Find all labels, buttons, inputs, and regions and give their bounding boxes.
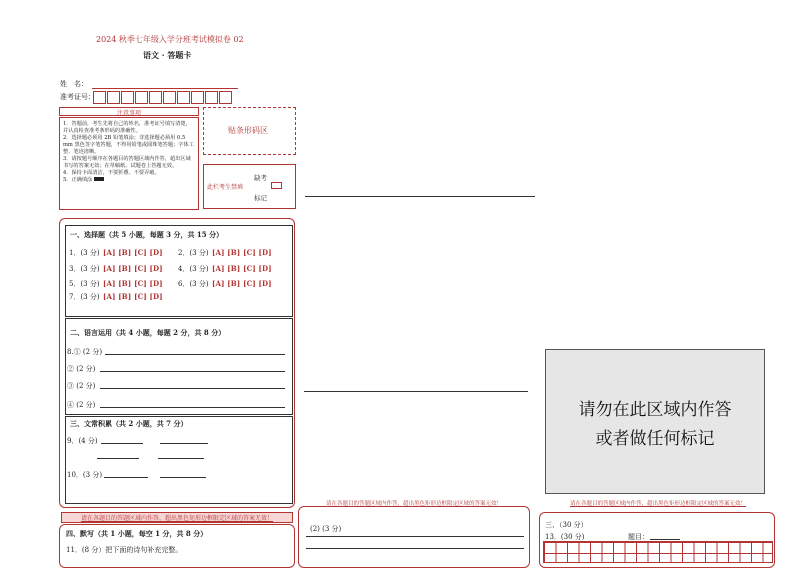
- note-2: 2．选择题必须用 2B 铅笔填涂；非选择题必须用 0.5 mm 黑色签字笔答题，不得用铅笔或圆珠笔答题；字体工整、笔迹清晰。: [63, 135, 194, 155]
- name-label: 姓 名：: [60, 80, 88, 88]
- q10-label: 10．(3 分): [67, 471, 103, 479]
- absent-note: 此栏考生禁填: [207, 184, 244, 191]
- q6-options[interactable]: [A] [B] [C] [D]: [212, 279, 272, 288]
- no-write-text-2: 或者做任何标记: [595, 429, 715, 449]
- id-cells[interactable]: [93, 89, 233, 108]
- notice-banner-right: 请在各题目的答题区域内作答，超出黑色矩形边框限定区域的答案无效！: [569, 501, 746, 507]
- q2-options[interactable]: [A] [B] [C] [D]: [212, 248, 272, 257]
- section4-title: 四、默写（共 1 小题，每空 1 分，共 8 分）: [66, 529, 208, 538]
- essay-title-line[interactable]: [650, 539, 680, 540]
- barcode-label: 贴条形码区: [228, 126, 268, 135]
- id-label: 准考证号：: [60, 93, 95, 101]
- absent-label: 缺考: [254, 174, 267, 182]
- q13-label: 13．(30 分): [545, 533, 585, 541]
- absent-checkbox[interactable]: [271, 182, 282, 189]
- notes-box: [59, 117, 199, 210]
- section-block-3: [65, 416, 293, 504]
- q7-options[interactable]: [A] [B] [C] [D]: [103, 292, 163, 301]
- note-5: 5．正确填涂: [63, 177, 195, 184]
- barcode-area: [203, 107, 296, 155]
- q8-3-answer-line[interactable]: [100, 388, 285, 389]
- q8-4-answer-line[interactable]: [100, 407, 285, 408]
- q5-options[interactable]: [A] [B] [C] [D]: [103, 279, 163, 288]
- q9-answer-line-2[interactable]: [160, 443, 208, 444]
- middle-answer-line-1[interactable]: [306, 536, 524, 537]
- note-1: 1．答题前，考生先将自己的姓名，准考证号填写清楚，并认真检查准考条形码的准确性。: [63, 121, 191, 134]
- section3-title: 三、文常积累（共 2 小题，共 7 分）: [70, 419, 188, 428]
- notes-title: 注意事项: [117, 110, 142, 117]
- middle-answer-area: [298, 506, 530, 568]
- absent-box: [203, 164, 296, 209]
- middle-answer-line-2[interactable]: [306, 548, 524, 549]
- q1-options[interactable]: [A] [B] [C] [D]: [103, 248, 163, 257]
- q1-label: 1．(3 分): [69, 249, 100, 257]
- q8-1-answer-line[interactable]: [105, 354, 285, 355]
- notes-title-box: [59, 107, 199, 116]
- q4-label: 4．(3 分): [178, 265, 209, 273]
- q9-answer-line-1[interactable]: [101, 443, 143, 444]
- q-middle-label: (2) (3 分): [310, 525, 342, 533]
- q3-label: 3．(3 分): [69, 265, 100, 273]
- essay-grid[interactable]: [543, 541, 773, 563]
- q9-answer-line-4[interactable]: [158, 458, 204, 459]
- right-section-title: 三、（30 分）: [545, 521, 588, 529]
- note-3: 3．请按题号顺序在各题目的答题区域内作答，超出区域书写的答案无效；在草稿纸、试题卷上答题无效。: [63, 156, 191, 169]
- q8-3-label: ③ (2 分): [67, 382, 96, 390]
- no-write-text-1: 请勿在此区域内作答: [578, 400, 732, 420]
- q5-label: 5．(3 分): [69, 280, 100, 288]
- essay-title-label: 题目：: [628, 533, 649, 541]
- no-write-area: [545, 349, 765, 494]
- divider-line-1: [305, 196, 535, 197]
- q3-options[interactable]: [A] [B] [C] [D]: [103, 264, 163, 273]
- divider-line-2: [304, 391, 528, 392]
- q11-label: 11．(8 分）把下面的诗句补充完整。: [66, 546, 183, 554]
- q8-1-label: 8.① (2 分): [67, 348, 103, 356]
- q4-options[interactable]: [A] [B] [C] [D]: [212, 264, 272, 273]
- notice-banner-left: 请在各题目的答题区域内作答，超出黑色矩形边框限定区域的答案无效！: [61, 512, 293, 523]
- q2-label: 2．(3 分): [178, 249, 209, 257]
- page-subtitle: 语文 · 答题卡: [143, 50, 192, 60]
- q8-2-label: ② (2 分): [67, 365, 96, 373]
- section2-title: 二、语言运用（共 4 小题，每题 2 分，共 8 分）: [70, 328, 226, 337]
- q8-2-answer-line[interactable]: [100, 371, 285, 372]
- q6-label: 6．(3 分): [178, 280, 209, 288]
- q9-answer-line-3[interactable]: [97, 458, 139, 459]
- section1-title: 一、选择题（共 5 小题，每题 3 分，共 15 分）: [70, 230, 224, 239]
- page-title: 2024 秋季七年级入学分班考试模拟卷 02: [96, 35, 244, 44]
- q7-label: 7．(3 分): [69, 293, 100, 301]
- q9-label: 9．(4 分): [67, 437, 98, 445]
- q10-answer-line-1[interactable]: [104, 477, 148, 478]
- q8-4-label: ④ (2 分): [67, 401, 96, 409]
- absent-mark-label: 标记: [254, 194, 267, 202]
- note-4: 4．保持卡面清洁，不要折叠、不要弄破。: [63, 170, 160, 176]
- notice-banner-middle: 请在各题目的答题区域内作答，超出黑色矩形边框限定区域的答案无效！: [325, 501, 502, 507]
- q10-answer-line-2[interactable]: [160, 477, 206, 478]
- filled-mark-icon: [94, 177, 104, 181]
